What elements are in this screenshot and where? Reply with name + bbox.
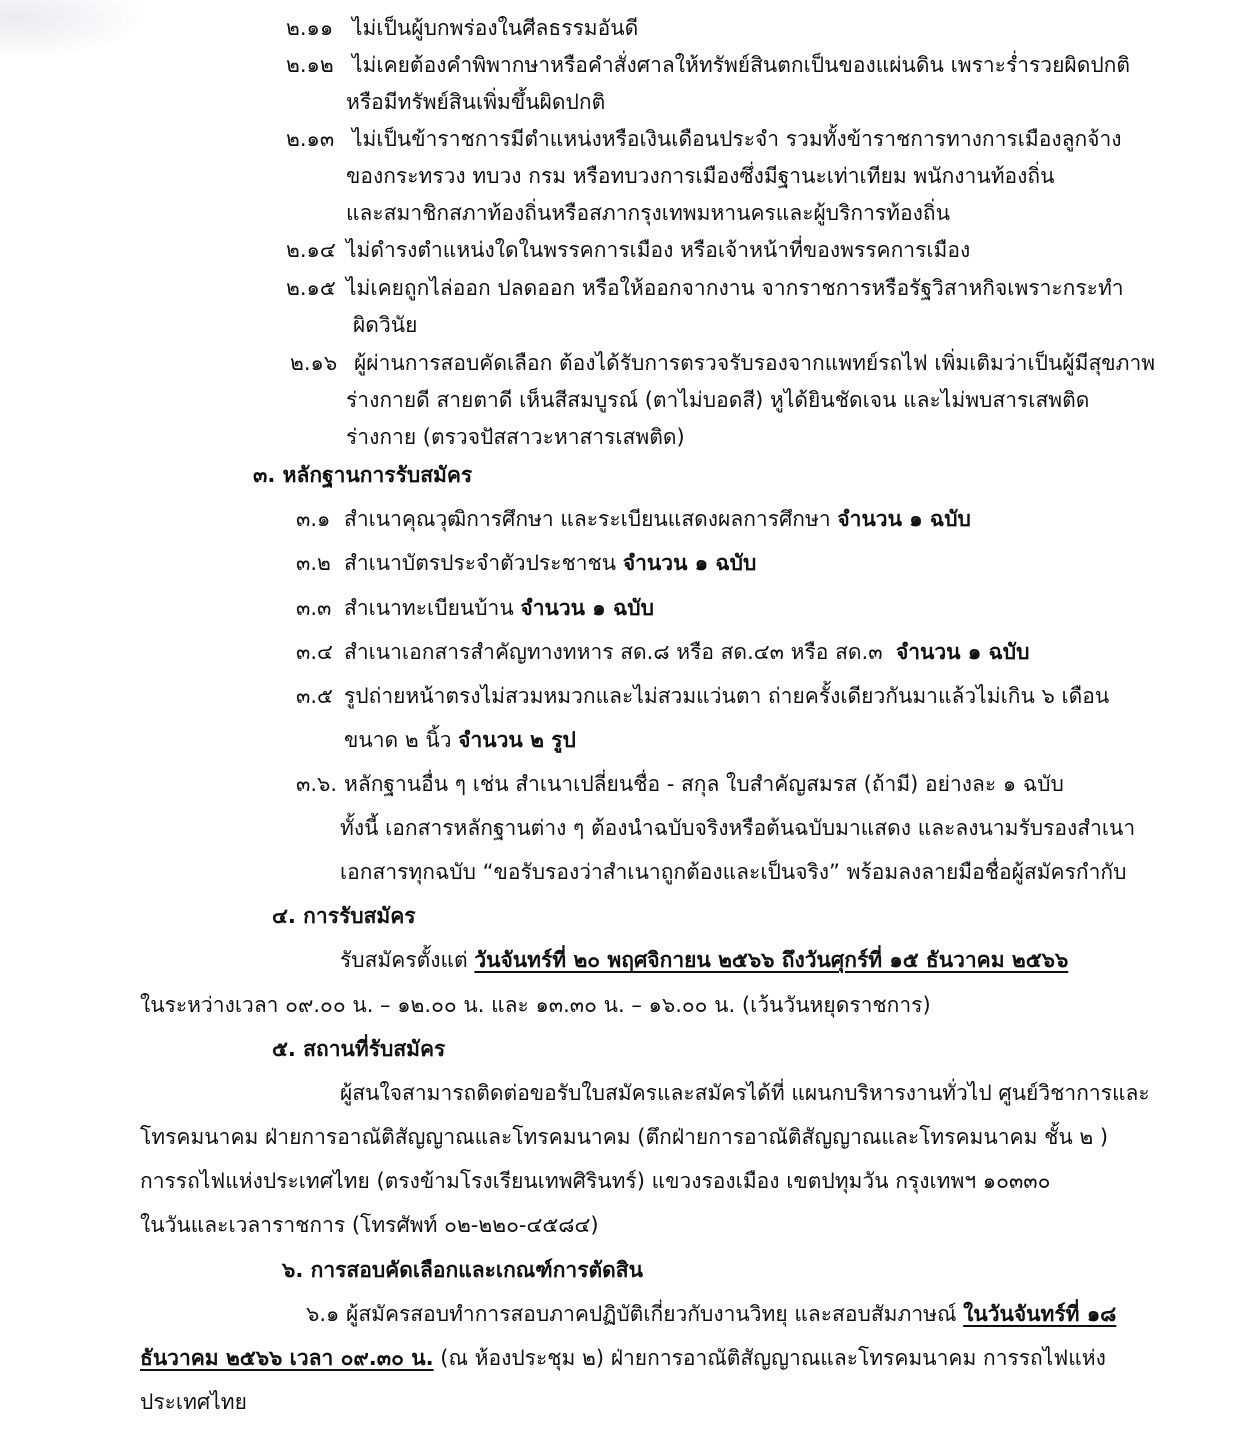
item-text: ไม่เคยถูกไล่ออก ปลดออก หรือให้ออกจากงาน จากราชการหรือรัฐวิสาหกิจเพราะกระทำ <box>346 276 1124 300</box>
item-number: ๒.๑๖ <box>290 351 338 375</box>
item-2-15-cont: ผิดวินัย <box>353 313 418 337</box>
item-3-5 <box>296 684 1109 709</box>
exam-location: (ณ ห้องประชุม ๒) ฝ่ายการอาณัติสัญญาณและโทรคมนาคม การรถไฟแห่ง <box>433 1346 1106 1370</box>
item-text: ผู้ผ่านการสอบคัดเลือก ต้องได้รับการตรวจรับรองจากแพทย์รถไฟ เพิ่มเติมว่าเป็นผู้มีสุขภาพ <box>354 351 1156 375</box>
section-4-line-2: ในระหว่างเวลา ๐๙.๐๐ น. – ๑๒.๐๐ น. และ ๑๓.๓๐ น. – ๑๖.๐๐ น. (เว้นวันหยุดราชการ) <box>140 993 931 1017</box>
item-quantity: จำนวน ๑ ฉบับ <box>837 507 971 531</box>
section-6-heading: ๖. การสอบคัดเลือกและเกณฑ์การตัดสิน <box>282 1258 643 1282</box>
item-number: ๓.๔ <box>296 640 333 664</box>
section-6-line-1 <box>306 1302 1116 1327</box>
exam-date-time: ธันวาคม ๒๕๖๖ เวลา ๐๙.๓๐ น. <box>140 1346 434 1370</box>
item-3-5-cont <box>344 728 576 753</box>
item-text: สำเนาทะเบียนบ้าน <box>344 596 514 620</box>
item-3-2 <box>296 551 756 576</box>
item-2-16-cont: ร่างกาย (ตรวจปัสสาวะหาสารเสพติด) <box>346 425 685 449</box>
section-5-line: ผู้สนใจสามารถติดต่อขอรับใบสมัครและสมัครได้ที่ แผนกบริหารงานทั่วไป ศูนย์วิชาการและ <box>340 1081 1150 1105</box>
item-text: สำเนาเอกสารสำคัญทางทหาร สด.๘ หรือ สด.๔๓ หรือ สด.๓ <box>344 640 883 664</box>
item-text: ขนาด ๒ นิ้ว <box>344 728 452 752</box>
item-number: ๒.๑๒ <box>286 53 334 77</box>
section-5-heading: ๕. สถานที่รับสมัคร <box>272 1037 446 1061</box>
section-4-line-1 <box>340 948 1068 973</box>
section-5-line: โทรคมนาคม ฝ่ายการอาณัติสัญญาณและโทรคมนาคม (ตึกฝ่ายการอาณัติสัญญาณและโทรคมนาคม ชั้น ๒ ) <box>140 1125 1109 1149</box>
item-number: ๓.๖. <box>296 772 338 796</box>
exam-date: ในวันจันทร์ที่ ๑๘ <box>963 1302 1117 1326</box>
section-5-line: การรถไฟแห่งประเทศไทย (ตรงข้ามโรงเรียนเทพศิรินทร์) แขวงรองเมือง เขตปทุมวัน กรุงเทพฯ ๑๐๓๓๐ <box>140 1169 1051 1193</box>
item-number: ๓.๓ <box>296 596 332 620</box>
item-quantity: จำนวน ๒ รูป <box>458 728 576 752</box>
apply-date-range: วันจันทร์ที่ ๒๐ พฤศจิกายน ๒๕๖๖ ถึงวันศุกร์ที่ ๑๕ ธันวาคม ๒๕๖๖ <box>474 948 1069 972</box>
item-2-12-cont: หรือมีทรัพย์สินเพิ่มขึ้นผิดปกติ <box>346 90 606 114</box>
item-text: รูปถ่ายหน้าตรงไม่สวมหมวกและไม่สวมแว่นตา ถ่ายครั้งเดียวกันมาแล้วไม่เกิน ๖ เดือน <box>344 684 1110 708</box>
item-text: หลักฐานอื่น ๆ เช่น สำเนาเปลี่ยนชื่อ - สกุล ใบสำคัญสมรส (ถ้ามี) อย่างละ ๑ ฉบับ <box>344 772 1064 796</box>
item-3-3 <box>296 596 654 621</box>
item-2-13 <box>286 127 1122 152</box>
item-text: สำเนาบัตรประจำตัวประชาชน <box>344 551 617 575</box>
item-number: ๓.๑ <box>296 507 331 531</box>
item-2-14 <box>286 238 970 263</box>
item-2-11 <box>286 16 638 41</box>
item-number: ๒.๑๔ <box>286 238 336 262</box>
section-3-note: ทั้งนี้ เอกสารหลักฐานต่าง ๆ ต้องนำฉบับจริงหรือต้นฉบับมาแสดง และลงนามรับรองสำเนา <box>340 816 1136 840</box>
item-3-6 <box>296 772 1064 797</box>
item-text: สำเนาคุณวุฒิการศึกษา และระเบียนแสดงผลการศึกษา <box>344 507 831 531</box>
item-number: ๒.๑๑ <box>286 16 334 40</box>
item-2-12 <box>286 53 1130 78</box>
item-text: ไม่เป็นผู้บกพร่องในศีลธรรมอันดี <box>352 16 639 40</box>
exam-text: ๖.๑ ผู้สมัครสอบทำการสอบภาคปฏิบัติเกี่ยวกับงานวิทยุ และสอบสัมภาษณ์ <box>306 1302 957 1326</box>
item-number: ๓.๕ <box>296 684 333 708</box>
item-number: ๒.๑๕ <box>286 276 336 300</box>
section-3-heading: ๓. หลักฐานการรับสมัคร <box>253 463 473 487</box>
item-3-1 <box>296 507 971 532</box>
item-text: ไม่ดำรงตำแหน่งใดในพรรคการเมือง หรือเจ้าหน้าที่ของพรรคการเมือง <box>346 238 971 262</box>
apply-prefix: รับสมัครตั้งแต่ <box>340 948 468 972</box>
item-2-16 <box>290 351 1155 376</box>
section-5-line: ในวันและเวลาราชการ (โทรศัพท์ ๐๒-๒๒๐-๔๕๘๔) <box>140 1213 599 1237</box>
item-2-15 <box>286 276 1124 301</box>
section-6-line-3: ประเทศไทย <box>140 1390 247 1414</box>
section-4-heading: ๔. การรับสมัคร <box>272 904 416 928</box>
item-text: ไม่เป็นข้าราชการมีตำแหน่งหรือเงินเดือนประจำ รวมทั้งข้าราชการทางการเมืองลูกจ้าง <box>352 127 1122 151</box>
item-number: ๓.๒ <box>296 551 331 575</box>
item-text: ไม่เคยต้องคำพิพากษาหรือคำสั่งศาลให้ทรัพย์สินตกเป็นของแผ่นดิน เพราะร่ำรวยผิดปกติ <box>352 53 1131 77</box>
scan-artifact <box>0 0 150 60</box>
item-quantity: จำนวน ๑ ฉบับ <box>895 640 1030 664</box>
item-2-13-cont: และสมาชิกสภาท้องถิ่นหรือสภากรุงเทพมหานครและผู้บริการท้องถิ่น <box>346 201 950 225</box>
item-number: ๒.๑๓ <box>286 127 335 151</box>
item-quantity: จำนวน ๑ ฉบับ <box>622 551 757 575</box>
item-quantity: จำนวน ๑ ฉบับ <box>520 596 654 620</box>
item-3-4 <box>296 640 1029 665</box>
section-6-line-2 <box>140 1346 1106 1371</box>
item-2-16-cont: ร่างกายดี สายตาดี เห็นสีสมบูรณ์ (ตาไม่บอดสี) หูได้ยินชัดเจน และไม่พบสารเสพติด <box>346 388 1090 412</box>
item-2-13-cont: ของกระทรวง ทบวง กรม หรือทบวงการเมืองซึ่งมีฐานะเท่าเทียม พนักงานท้องถิ่น <box>346 164 1055 188</box>
section-3-note: เอกสารทุกฉบับ “ขอรับรองว่าสำเนาถูกต้องและเป็นจริง” พร้อมลงลายมือชื่อผู้สมัครกำกับ <box>340 860 1127 884</box>
